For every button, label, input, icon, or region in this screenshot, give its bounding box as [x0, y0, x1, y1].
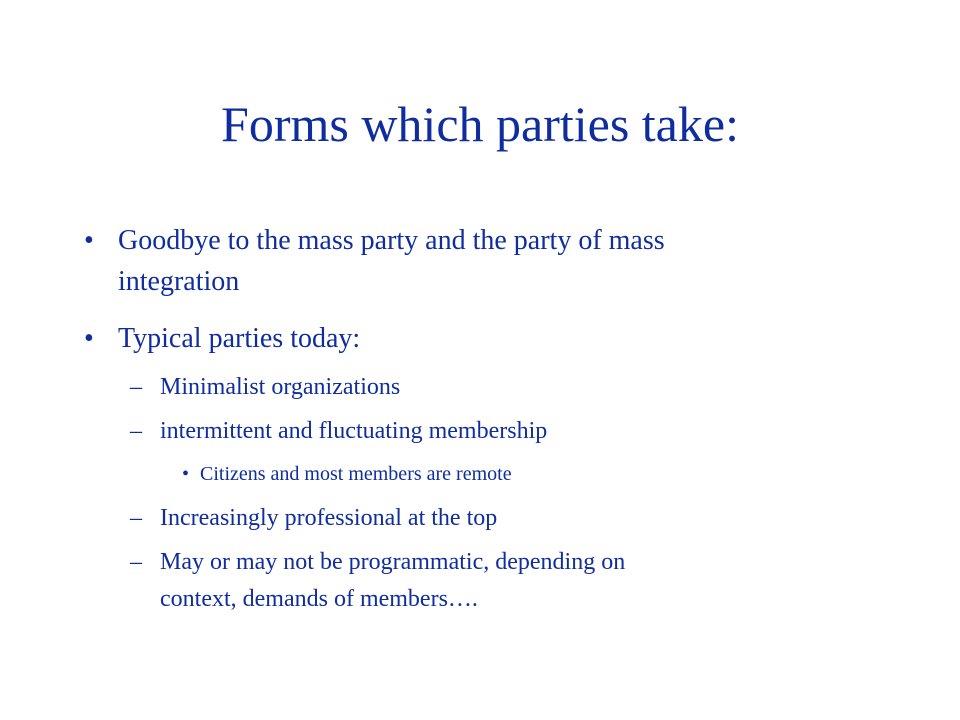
- sub-sub-bullet-text-line: Citizens and most members are remote: [200, 463, 512, 485]
- sub-bullet-text-line: Increasingly professional at the top: [160, 505, 498, 531]
- slide-title: Forms which parties take:: [221, 96, 739, 152]
- bullet-text-line: Goodbye to the mass party and the party of mass: [118, 225, 665, 256]
- bullet-marker: •: [84, 323, 94, 354]
- bullet-marker: •: [84, 225, 94, 256]
- sub-bullet-text-line: intermittent and fluctuating membership: [160, 418, 548, 444]
- sub-bullet-marker: –: [130, 374, 142, 400]
- sub-bullet-text-line: Minimalist organizations: [160, 374, 401, 400]
- bullet-text-line: integration: [118, 266, 240, 297]
- bullet-text-line: Typical parties today:: [118, 323, 361, 354]
- sub-bullet-marker: –: [130, 505, 142, 531]
- sub-sub-bullet-marker: •: [182, 463, 190, 485]
- sub-bullet-marker: –: [130, 549, 142, 575]
- sub-bullet-text-line: May or may not be programmatic, depending on: [160, 549, 626, 575]
- sub-bullet-text-line: context, demands of members….: [160, 586, 478, 612]
- sub-bullet-marker: –: [130, 418, 142, 444]
